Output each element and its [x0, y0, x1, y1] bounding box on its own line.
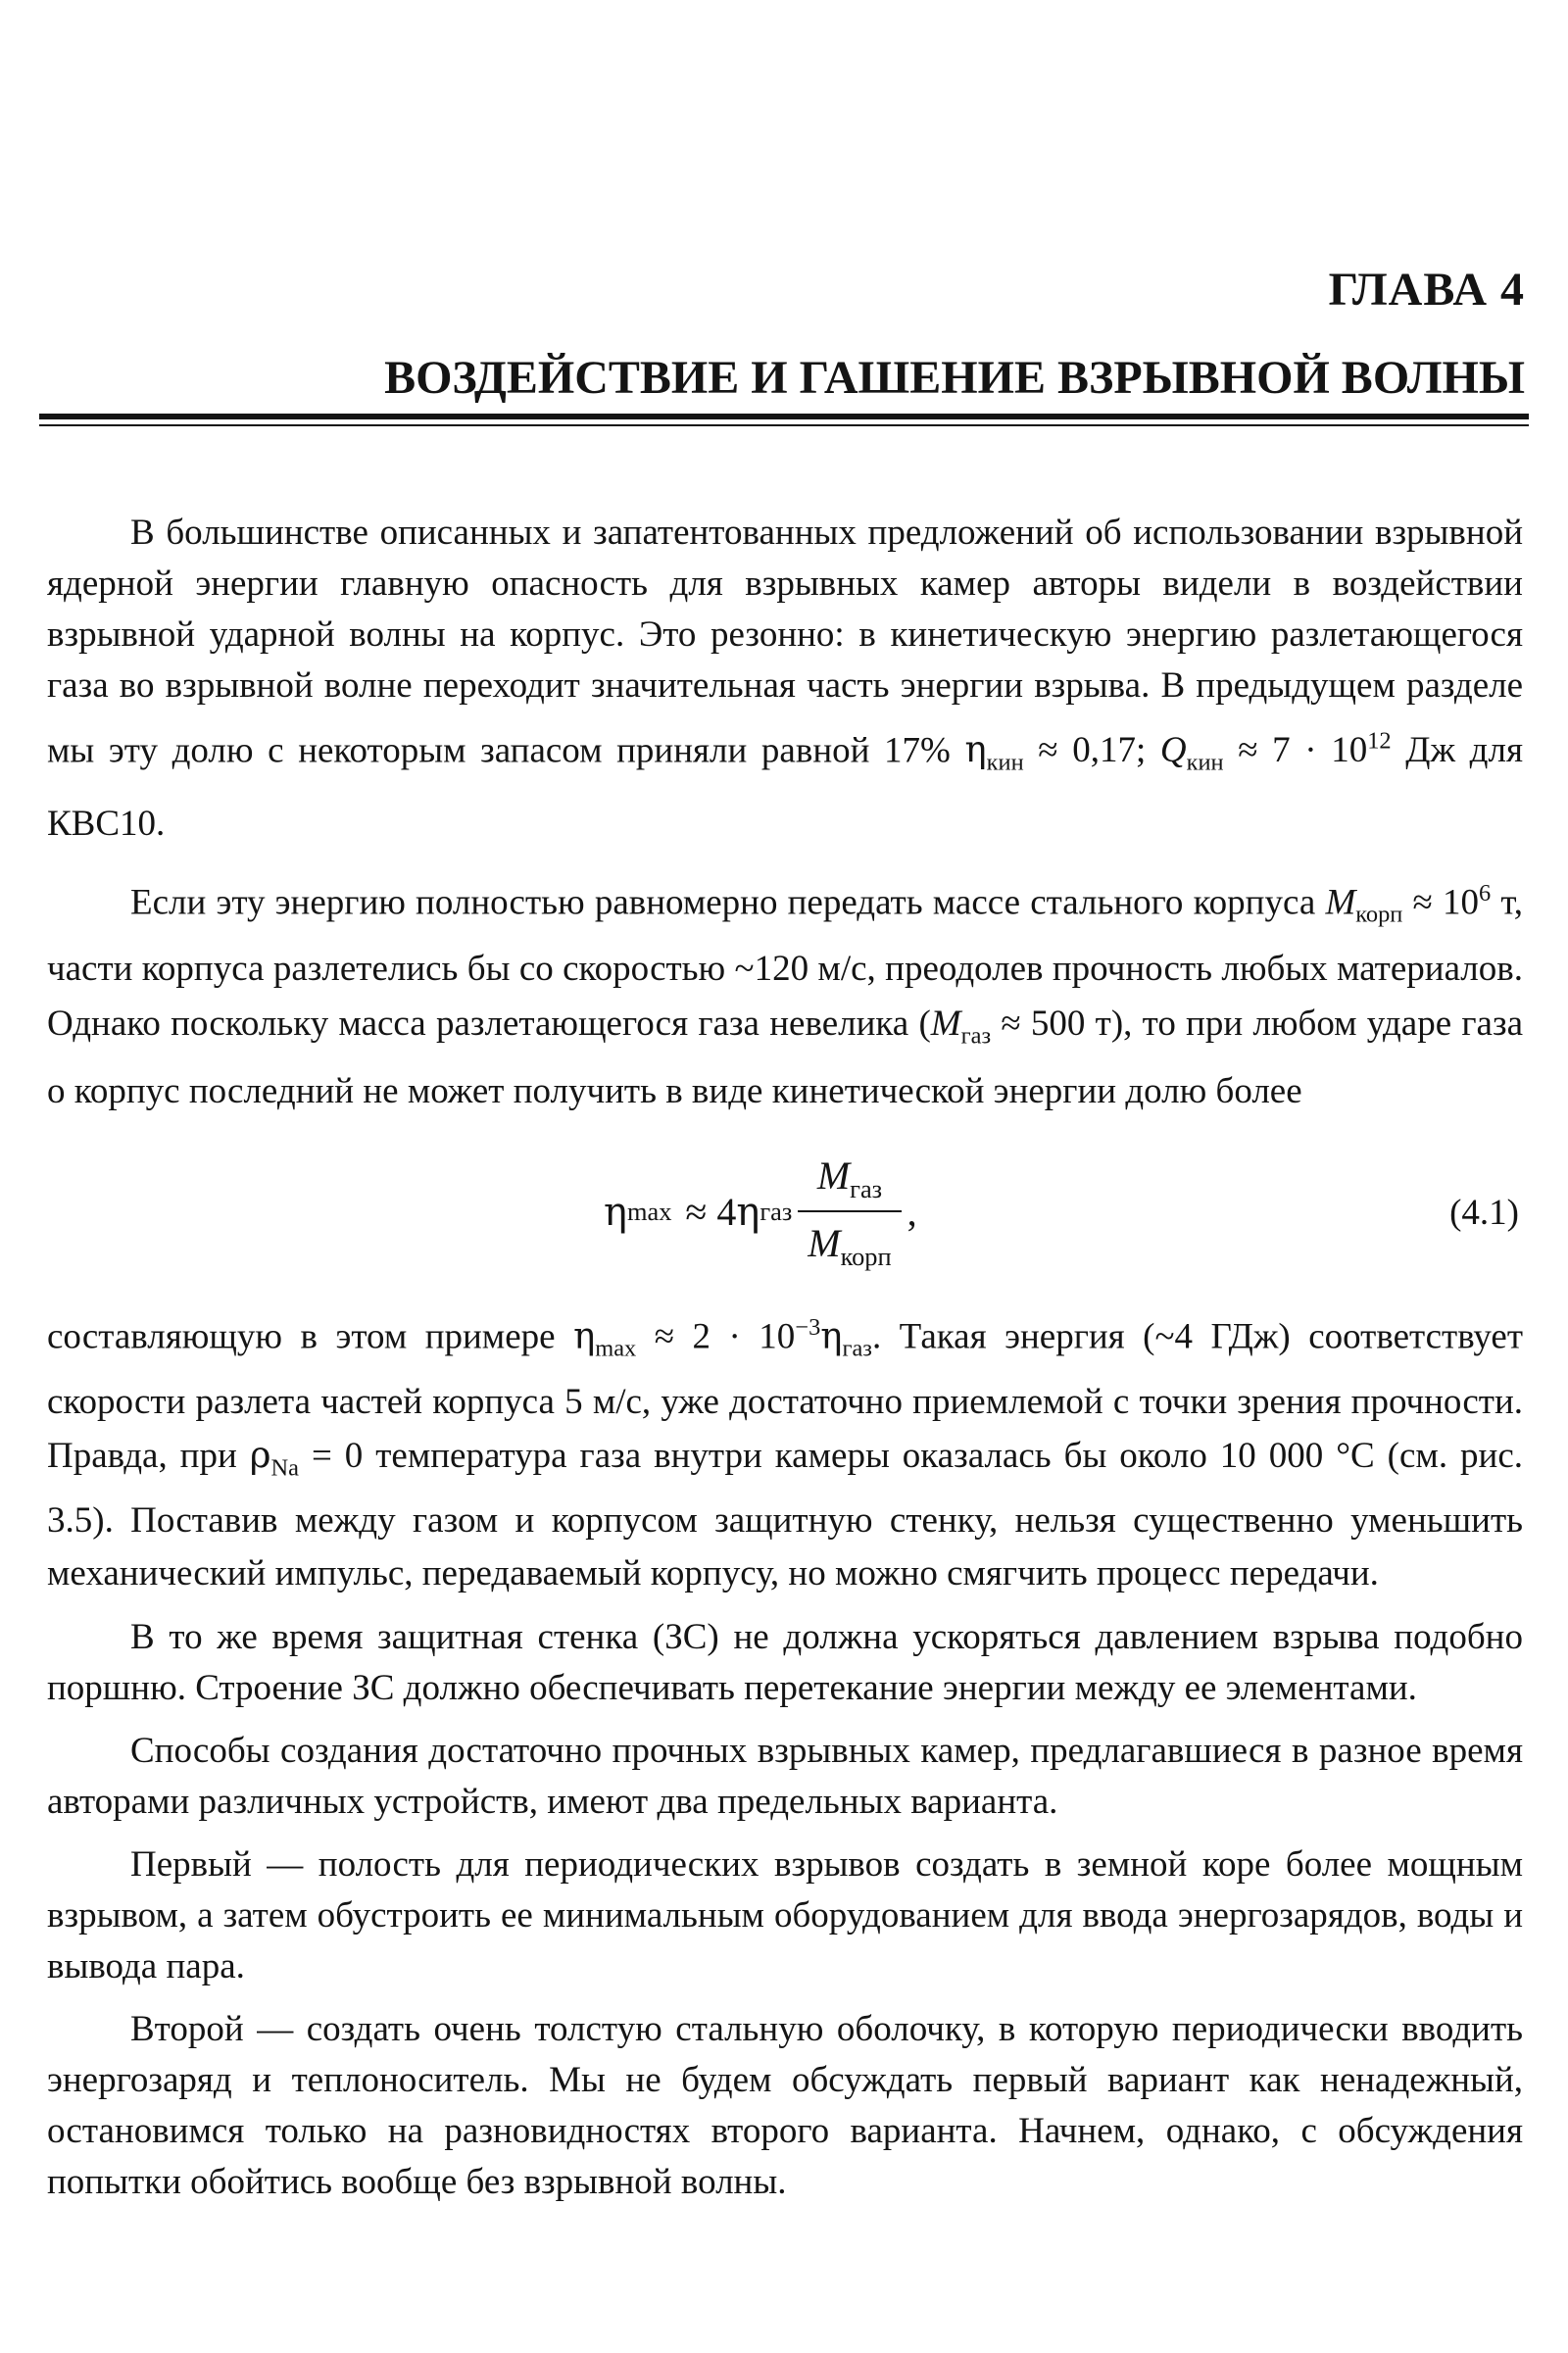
m-corp-value: ≈ 10 — [1412, 882, 1480, 923]
body-text — [47, 508, 1523, 2208]
rho-sub: Na — [270, 1453, 299, 1481]
eta-max-symbol: η — [573, 1314, 596, 1357]
equation-body — [604, 1135, 917, 1290]
m-corp-symbol: M — [1325, 882, 1356, 923]
equation-4-1 — [47, 1135, 1523, 1290]
eta-gas-sub: газ — [842, 1335, 872, 1362]
eq-numerator: $M_{газ}$ — [816, 1152, 883, 1203]
paragraph-2 — [47, 866, 1523, 1119]
paragraph-2-text-a: Если эту энергию полностью равномерно передать массе стального корпуса — [130, 882, 1316, 923]
paragraph-7: Второй — создать очень толстую стальную оболочку, в которую периодически вводить энергозаряд и теплоноситель. Мы не будем обсуждать первый вариант как ненадежный, остановимся только на разновидностях второго варианта. Начнем, однако, с обсуждения попытки обойтись вообще без взрывной волны. — [47, 2008, 1523, 2202]
eq-operator: ≈ 4 — [685, 1190, 737, 1235]
paragraph-4: В то же время защитная стенка (ЗС) не должна ускоряться давлением взрыва подобно поршню. Строение ЗС должно обеспечивать перетекание энергии между ее элементами. — [47, 1616, 1523, 1708]
paragraph-1-tail: Дж для КВС10. — [47, 730, 1523, 844]
eta-gas-symbol: η — [820, 1314, 843, 1357]
eta-max-sub: max — [595, 1335, 637, 1362]
chapter-label: ГЛАВА 4 — [1328, 264, 1525, 316]
m-gas-sub: газ — [960, 1022, 992, 1050]
rho-value: = 0 — [311, 1435, 364, 1476]
eta-symbol: η — [964, 728, 987, 771]
paragraph-1 — [47, 508, 1523, 855]
q-value: ≈ 7 · 10 — [1238, 730, 1368, 771]
paragraph-6: Первый — полость для периодических взрывов создать в земной коре более мощным взрывом, а затем обустроить ее минимальным оборудованием для ввода энергозарядов, воды и вывода пара. — [47, 1843, 1523, 1986]
m-corp-sub: корп — [1355, 901, 1403, 928]
m-corp-exp: 6 — [1479, 879, 1492, 907]
eq-denominator: $M_{корп}$ — [808, 1220, 892, 1271]
paragraph-3-text-c: температура газа внутри камеры оказалась бы около 10 000 °С (см. рис. 3.5). Поставив между газом и корпусом защитную стенку, нельзя существенно уменьшить механический импульс, передаваемый корпусу, но можно смягчить процесс передачи. — [47, 1435, 1524, 1593]
header-rule-thick — [39, 414, 1529, 419]
rho-symbol: ρ — [249, 1433, 271, 1476]
q-sub: кин — [1186, 749, 1224, 776]
paragraph-3-text-a: составляющую в этом примере — [47, 1316, 556, 1357]
paragraph-5: Способы создания достаточно прочных взрывных камер, предлагавшиеся в разное время авторами различных устройств, имеют два предельных варианта. — [47, 1730, 1523, 1822]
eta-max-exp: −3 — [795, 1313, 821, 1341]
chapter-title: ВОЗДЕЙСТВИЕ И ГАШЕНИЕ ВЗРЫВНОЙ ВОЛНЫ — [384, 352, 1525, 404]
paragraph-1-text: В большинстве описанных и запатентованных предложений об использовании взрывной ядерной энергии главную опасность для взрывных камер авторы видели в воздействии взрывной ударной волны на корпус. Это резонно: в кинетическую энергию разлетающегося газа во взрывной волне переходит значительная часть энергии взрыва. В предыдущем разделе мы эту долю с некоторым запасом приняли равной 17% — [47, 513, 1523, 771]
eq-eta-sub: газ — [760, 1197, 793, 1227]
equation-number: (4.1) — [1449, 1192, 1519, 1233]
m-gas-value: ≈ 500 т), то при любом ударе газа о корпус последний не может получить в виде кинетической энергии долю более — [47, 1004, 1524, 1111]
eq-eta: η — [736, 1189, 760, 1235]
eta-max-value: ≈ 2 · 10 — [654, 1316, 796, 1357]
paragraph-2-text-b: т, части корпуса разлетелись бы со скоростью ~120 м/с, преодолев прочность любых материалов. Однако поскольку масса разлетающегося газа невелика ( — [47, 882, 1524, 1045]
header-rule-thin — [39, 424, 1529, 426]
paragraph-3 — [47, 1301, 1523, 1600]
paragraph-3-text-b: . Такая энергия (~4 ГДж) соответствует скорости разлета частей корпуса 5 м/с, уже достаточно приемлемой с точки зрения прочности. Правда, при — [47, 1316, 1524, 1476]
eq-comma: , — [906, 1190, 917, 1235]
eq-lhs-sub: max — [626, 1197, 672, 1227]
eta-sub: кин — [986, 749, 1024, 776]
eq-lhs: η — [604, 1189, 627, 1235]
eq-fraction — [798, 1152, 901, 1272]
eta-value: ≈ 0,17; — [1038, 730, 1147, 771]
q-symbol: Q — [1159, 730, 1187, 771]
q-exp: 12 — [1367, 728, 1392, 755]
m-gas-symbol: M — [930, 1004, 961, 1045]
